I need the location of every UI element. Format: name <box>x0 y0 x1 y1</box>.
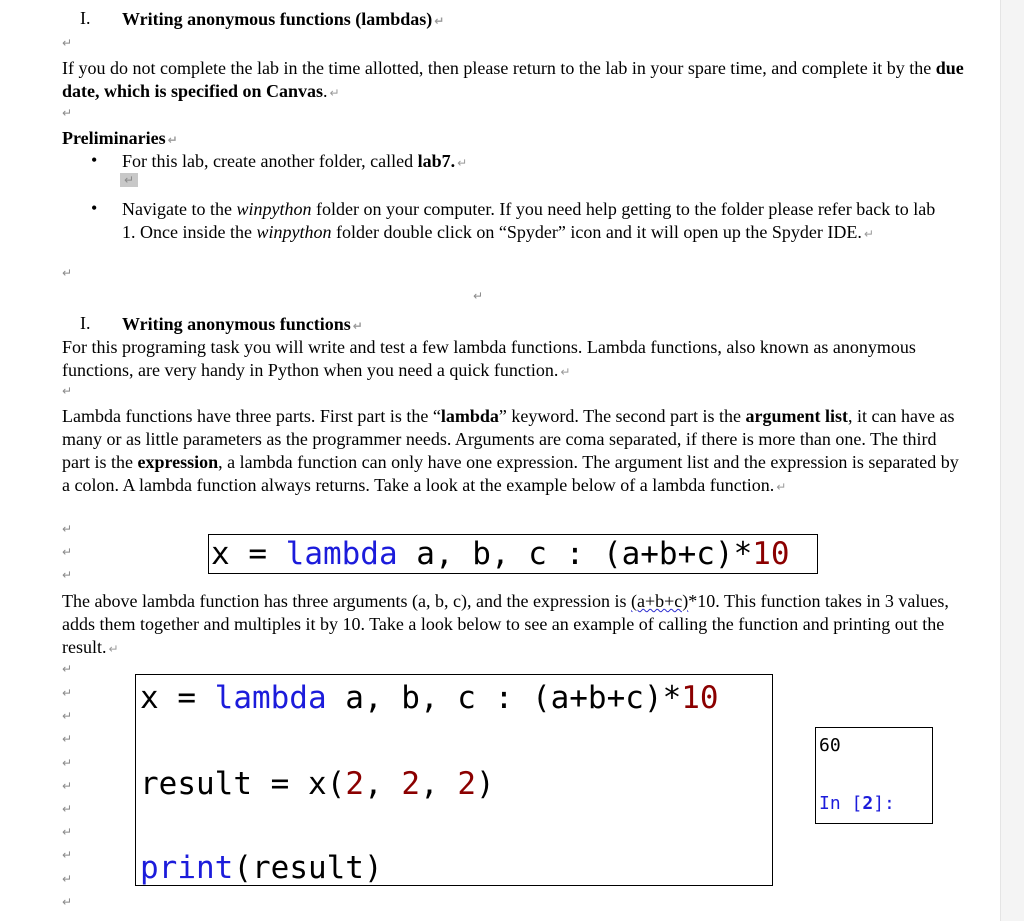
paragraph-mark-icon: ↵ <box>62 36 73 50</box>
lambda-call-code-example <box>135 674 773 886</box>
code-keyword: lambda <box>285 536 398 572</box>
paragraph-mark-icon: ↵ <box>62 568 73 582</box>
parts-text-a: Lambda functions have three parts. First part is the “ <box>62 406 441 426</box>
preliminaries-heading-text: Preliminaries <box>62 128 166 148</box>
code-print-keyword: print <box>140 850 234 886</box>
code-number: 10 <box>752 536 790 572</box>
paragraph-mark-icon: ↵ <box>62 545 73 559</box>
code-var: x = <box>211 536 286 572</box>
console-prompt <box>819 791 895 817</box>
paragraph-mark-icon: ↵ <box>62 686 73 700</box>
paragraph-mark-icon: ↵ <box>62 522 73 536</box>
parts-argument-list: argument list <box>745 406 849 426</box>
code-args: a, b, c : (a+b+c)* <box>326 680 682 716</box>
paragraph-mark-icon: ↵ <box>62 872 73 886</box>
bullet2-winpython: winpython <box>236 199 312 219</box>
code-number: 2 <box>345 766 364 802</box>
paragraph-mark-icon: ↵ <box>352 319 363 333</box>
bullet-icon: • <box>91 198 98 218</box>
paragraph-mark-icon: ↵ <box>62 106 73 120</box>
code-line-print <box>140 848 383 886</box>
section-title <box>122 8 722 33</box>
intro-text: If you do not complete the lab in the time allotted, then please return to the lab in your spare time, and complete it by the <box>62 58 936 78</box>
bullet2-text: Navigate to the <box>122 199 237 219</box>
explanation-text-b: *10. This function takes in 3 values, adds them together and multiples it by 10. Take a look below to see an example of calling the function and printing out the result. <box>62 591 949 657</box>
parts-text-c: ” keyword. The second part is the <box>498 406 746 426</box>
code-number: 2 <box>401 766 420 802</box>
code-number: 10 <box>681 680 719 716</box>
paragraph-mark-icon: ↵ <box>62 756 73 770</box>
code-call: result = x( <box>140 766 346 802</box>
lambda-code-example <box>208 534 818 574</box>
bullet1-text: For this lab, create another folder, called <box>122 151 418 171</box>
paragraph-mark-icon: ↵ <box>776 480 787 494</box>
parts-text-e: , a lambda function can only have one expression. The argument list and the expression is separated by a colon. A lambda function always returns. Take a look at the example below of a lambda function. <box>62 452 959 495</box>
lambda-intro-text: For this programing task you will write and test a few lambda functions. Lambda functions, also known as anonymous functions, are very handy in Python when you need a quick function. <box>62 337 916 380</box>
prompt-end: ]: <box>873 793 895 814</box>
intro-due-date: due date, which is specified on Canvas <box>62 58 964 101</box>
paragraph-mark-icon: ↵ <box>62 848 73 862</box>
explanation-text-a: The above lambda function has three arguments (a, b, c), and the expression is <box>62 591 631 611</box>
code-number: 2 <box>457 766 476 802</box>
parts-text-d: , it can have as many or as little parameters as the programmer needs. Arguments are coma separated, if there is more than one. The third part is the <box>62 406 955 472</box>
section2-number: I. <box>80 313 91 333</box>
prompt-number: 2 <box>862 793 874 814</box>
console-result: 60 <box>819 735 841 756</box>
code-separator: , <box>363 766 402 802</box>
bullet-icon: • <box>91 150 98 170</box>
selected-paragraph-mark-icon: ↵ <box>120 173 138 187</box>
code-keyword: lambda <box>214 680 327 716</box>
paragraph-mark-icon: ↵ <box>108 642 119 656</box>
intro-text-end: . <box>323 81 328 101</box>
prompt-in: In [ <box>819 793 863 814</box>
lambda-parts-paragraph <box>62 405 967 499</box>
paragraph-mark-icon: ↵ <box>457 156 468 170</box>
page-margin <box>1000 0 1024 921</box>
paragraph-mark-icon: ↵ <box>62 709 73 723</box>
code-line-definition <box>140 678 719 718</box>
code-separator: , <box>419 766 458 802</box>
code-line-call <box>140 764 495 804</box>
bullet2-text-end: folder double click on “Spyder” icon and it will open up the Spyder IDE. <box>331 222 862 242</box>
bullet-item-folder <box>122 150 922 175</box>
console-output <box>815 727 933 824</box>
paragraph-mark-icon: ↵ <box>62 266 73 280</box>
paragraph-mark-icon: ↵ <box>62 662 73 676</box>
spellcheck-expression: (a+b+c) <box>631 591 689 611</box>
bullet1-folder-name: lab7. <box>417 151 456 171</box>
section2-title <box>122 313 722 338</box>
bullet-item-navigate <box>122 198 952 246</box>
paragraph-mark-icon: ↵ <box>329 86 340 100</box>
paragraph-mark-icon: ↵ <box>62 895 73 909</box>
paragraph-mark-icon: ↵ <box>167 133 178 147</box>
paragraph-mark-icon: ↵ <box>473 289 484 303</box>
preliminaries-heading <box>62 127 972 152</box>
paragraph-mark-icon: ↵ <box>560 365 571 379</box>
code-args: a, b, c : (a+b+c)* <box>397 536 753 572</box>
paragraph-mark-icon: ↵ <box>62 802 73 816</box>
section2-title-text: Writing anonymous functions <box>122 314 351 334</box>
bullet2-text-mid: folder on your computer. If you need help getting to the folder please refer back to lab 1. Once inside the <box>122 199 936 242</box>
bullet2-winpython-2: winpython <box>256 222 332 242</box>
section-number: I. <box>80 8 91 28</box>
paragraph-mark-icon: ↵ <box>863 227 874 241</box>
paragraph-mark-icon: ↵ <box>62 732 73 746</box>
explanation-paragraph <box>62 590 967 661</box>
code-print-args: (result) <box>233 850 383 886</box>
code-var: x = <box>140 680 215 716</box>
section-title-text: Writing anonymous functions (lambdas) <box>122 9 433 29</box>
paragraph-mark-icon: ↵ <box>62 779 73 793</box>
paragraph-mark-icon: ↵ <box>62 384 73 398</box>
parts-keyword: lambda <box>440 406 499 426</box>
intro-paragraph <box>62 57 967 105</box>
lambda-intro-paragraph <box>62 336 967 384</box>
paragraph-mark-icon: ↵ <box>434 14 445 28</box>
paragraph-mark-icon: ↵ <box>62 825 73 839</box>
code-paren: ) <box>475 766 495 802</box>
parts-expression: expression <box>137 452 219 472</box>
